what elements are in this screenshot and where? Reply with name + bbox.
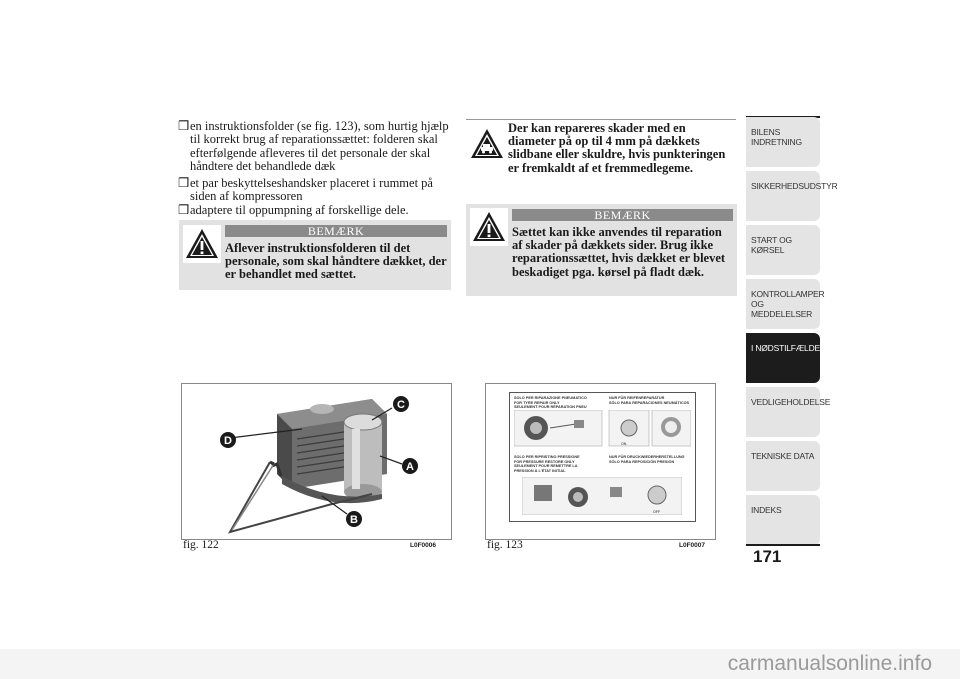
list-item [180,204,455,217]
note-heading: BEMÆRK [512,209,733,221]
info-text [466,122,736,175]
note-text-content: Sættet kan ikke anvendes til reparation af skader på dækkets sider. Brug ikke reparationssættet, hvis dækket er blevet beskadiget pga. kørsel på fladt dæk. [512,225,726,279]
fig-122-code: L0F0006 [410,542,437,549]
warning-triangle-icon [183,225,221,263]
figure-123 [485,383,716,540]
tab-tekniske-data[interactable]: TEKNISKE DATA [746,441,820,491]
bullet-mark: ❒ [178,175,190,190]
figure-122 [181,383,452,540]
side-rule-bottom [746,544,820,546]
info-text-content: Der kan repareres skader med en diameter på op til 4 mm på dækkets slidbane eller skuldre, hvis punkteringen er fremkaldt af et fremmedlegeme. [508,121,726,175]
list-item [180,120,455,174]
tab-start-og-korsel[interactable]: START OG KØRSEL [746,225,820,275]
bullet-text: et par beskyttelseshandsker placeret i rummet på siden af kompressoren [190,175,433,204]
fig-122-caption: fig. 122 [183,539,219,551]
watermark-text[interactable]: carmanualsonline.info [727,652,932,675]
info-box-right [466,122,736,197]
folder-diagrams-top [514,410,691,448]
fig-123-code: L0F0007 [679,542,706,549]
folder-text-top-left: SOLO PER RIPARAZIONE PNEUMATICO FOR TYRE REPAIR ONLY SEULEMENT POUR RÉPARATION PNEU [514,396,587,410]
on-label: ON [621,442,627,446]
bullet-list [180,120,455,219]
tab-i-nodstilfaelde[interactable]: I NØDSTILFÆLDE [746,333,820,383]
folder-text-bottom-right: NUR FÜR DRUCKWIEDERHERSTELLUNG SÓLO PARA REPOSICIÓN PRESIÓN [609,455,685,464]
folder-text-bottom-left: SOLO PER RIPRISTINO PRESSIONE FOR PRESSURE RESTORE ONLY SEULEMENT POUR REMETTRE LA PRESSION À L'ÉTAT INITIAL [514,455,580,473]
list-item [180,177,455,204]
bullet-mark: ❒ [178,119,190,133]
note-text [225,242,449,282]
page-number: 171 [753,547,782,566]
note-text-content: Aflever instruktionsfolderen til det personale, som skal håndtere dækket, der er behandlet med sættet. [225,241,447,282]
tab-vedligeholdelse[interactable]: VEDLIGEHOLDELSE [746,387,820,437]
tab-indeks[interactable]: INDEKS [746,495,820,545]
bullet-mark: ❒ [178,203,190,218]
top-rule [466,119,736,120]
off-label: OFF [653,510,661,514]
label-c: C [397,399,405,411]
instruction-folder [509,392,696,522]
watermark-footer[interactable] [0,649,960,679]
note-text [470,226,733,279]
tab-sikkerhedsudstyr[interactable]: SIKKERHEDSUDSTYR [746,171,820,221]
folder-text-top-right: NUR FÜR REIFENREPARATUR SÓLO PARA REPARACIONES NEUMÁTICOS [609,396,690,405]
label-b: B [350,514,358,526]
bullet-text: en instruktionsfolder (se fig. 123), som hurtig hjælp til korrekt brug af reparationssættet: folderen skal efterfølgende afleveres til det personale der skal håndtere det behandlede dæk [190,119,449,174]
note-box-right [466,204,737,296]
tab-bilens-indretning[interactable]: BILENS INDRETNING [746,117,820,167]
bullet-text: adaptere til oppumpning af forskellige dele. [190,203,409,218]
label-d: D [224,435,232,447]
note-heading: BEMÆRK [225,225,447,237]
fig-123-caption: fig. 123 [487,539,523,551]
compressor-illustration [182,384,451,539]
tab-kontrollamper[interactable]: KONTROLLAMPER OG MEDDELELSER [746,279,820,329]
note-box-left [179,220,451,290]
label-a: A [406,461,414,473]
